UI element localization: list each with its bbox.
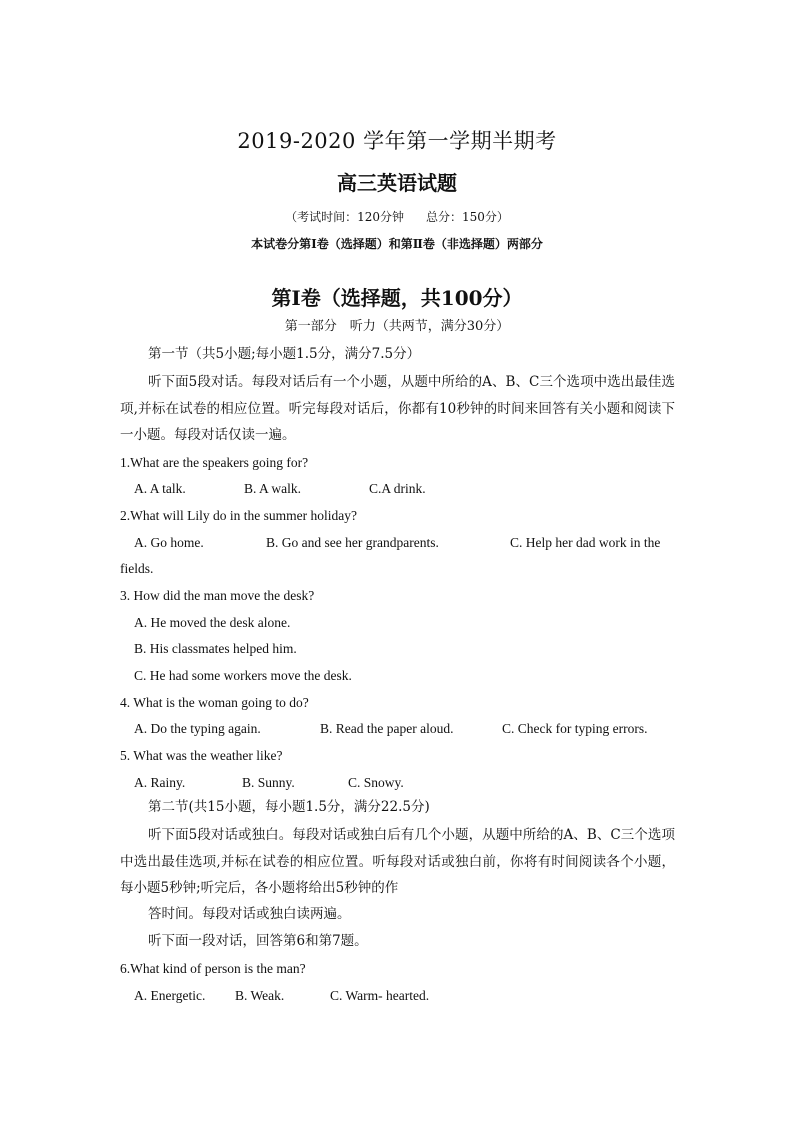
option-c[interactable]: C. Check for typing errors. [502,721,648,736]
section2-instructions-cont: 答时间。每段对话或独白读两遍。 [148,906,351,922]
question-3-option-c[interactable]: C. He had some workers move the desk. [134,668,352,683]
option-c[interactable]: C.A drink. [369,481,426,496]
question-2-continuation: fields. [120,561,154,576]
option-c[interactable]: C. Snowy. [348,775,404,790]
section2-heading: 第二节(共15小题，每小题1.5分，满分22.5分) [148,799,430,815]
question-3-stem: 3. How did the man move the desk? [120,588,315,603]
question-3-option-b[interactable]: B. His classmates helped him. [134,641,297,656]
option-a[interactable]: A. A talk. [134,481,186,496]
option-b[interactable]: B. Sunny. [242,775,295,790]
volume-title: 第Ⅰ卷（选择题，共100分） [271,286,523,310]
section1-heading: 第一节（共5小题;每小题1.5分，满分7.5分） [148,346,421,362]
option-a[interactable]: A. Go home. [134,535,204,550]
section2-instructions: 听下面5段对话或独白。每段对话或独白后有几个小题，从题中所给的A、B、C三个选项中选出最佳选项,并标在试卷的相应位置。听每段对话或独白前，你将有时间阅读各个小题，每小题5秒钟;听完后，各小题将给出5秒钟的作 [120,827,675,896]
exam-info [0,211,794,223]
option-b[interactable]: B. Weak. [235,988,285,1003]
question-3-option-a[interactable]: A. He moved the desk alone. [134,615,291,630]
exam-time: （考试时间：120分钟 [285,210,404,224]
option-c[interactable]: C. Help her dad work in the [510,535,661,550]
option-b[interactable]: B. A walk. [244,481,302,496]
question-5-stem: 5. What was the weather like? [120,748,283,763]
option-a[interactable]: A. Rainy. [134,775,186,790]
question-2-stem: 2.What will Lily do in the summer holiday? [120,508,357,523]
section1-instructions: 听下面5段对话。每段对话后有一个小题，从题中所给的A、B、C三个选项中选出最佳选项,并标在试卷的相应位置。听完每段对话后，你都有10秒钟的时间来回答有关小题和阅读下一小题。每段对话仅读一遍。 [120,374,675,443]
option-c[interactable]: C. Warm- hearted. [330,988,430,1003]
question-4-stem: 4. What is the woman going to do? [120,695,309,710]
exam-subtitle: 高三英语试题 [337,171,457,195]
dialog-note: 听下面一段对话，回答第6和第7题。 [148,933,368,949]
question-6-stem: 6.What kind of person is the man? [120,961,306,976]
exam-title: 2019-2020 学年第一学期半期考 [237,129,557,153]
exam-parts-note: 本试卷分第Ⅰ卷（选择题）和第Ⅱ卷（非选择题）两部分 [251,237,543,251]
part-title: 第一部分 听力（共两节，满分30分） [284,319,510,334]
option-a[interactable]: A. Do the typing again. [134,721,261,736]
question-1-stem: 1.What are the speakers going for? [120,455,309,470]
option-a[interactable]: A. Energetic. [134,988,206,1003]
option-b[interactable]: B. Read the paper aloud. [320,721,454,736]
total-score: 总分：150分） [426,210,509,224]
option-b[interactable]: B. Go and see her grandparents. [266,535,439,550]
